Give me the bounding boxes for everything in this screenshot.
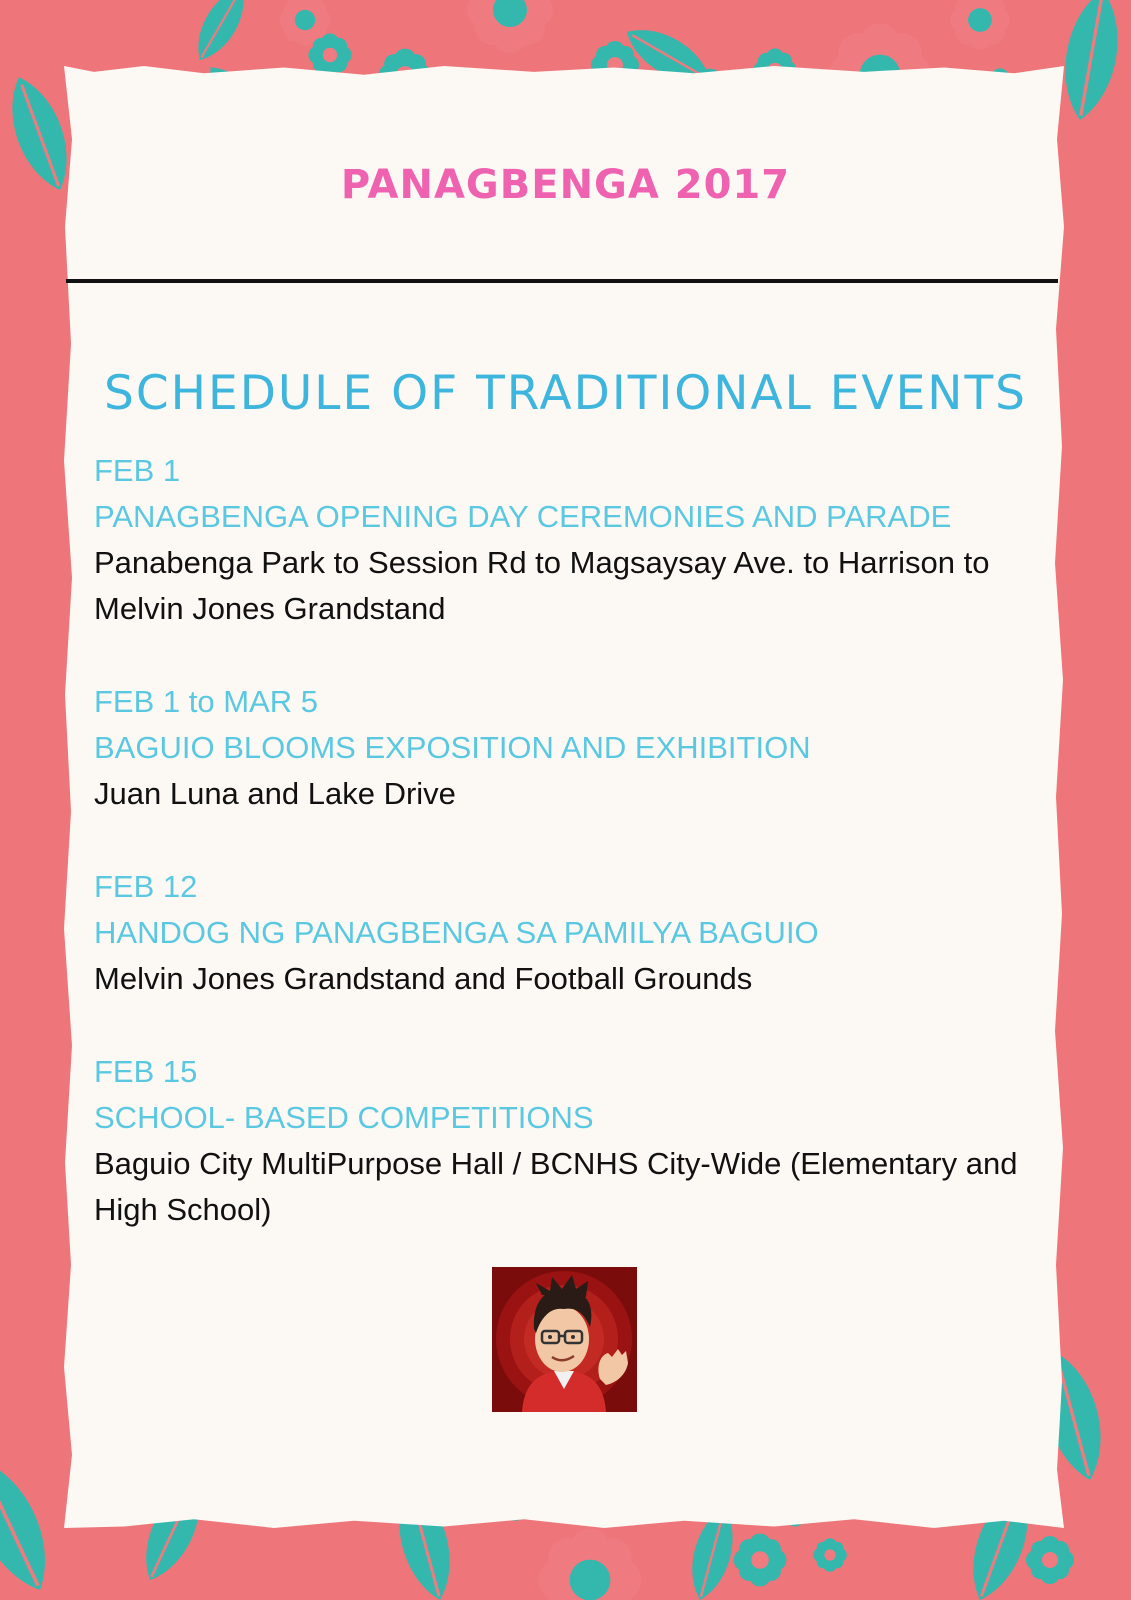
event-date: FEB 12 <box>94 869 198 904</box>
event-venue: Baguio City MultiPurpose Hall / BCNHS City-Wide (Elementary and High School) <box>94 1146 1018 1227</box>
page-title: PANAGBENGA 2017 <box>340 162 791 208</box>
flower-icon <box>538 1528 641 1600</box>
event-item <box>94 448 1034 632</box>
event-name: PANAGBENGA OPENING DAY CEREMONIES AND PARADE <box>94 499 952 534</box>
event-date: FEB 1 to MAR 5 <box>94 684 318 719</box>
schedule-heading: SCHEDULE OF TRADITIONAL EVENTS <box>104 366 1027 421</box>
leaf-icon <box>1056 0 1128 124</box>
flower-icon <box>467 0 553 53</box>
leaf-icon <box>186 0 255 68</box>
avatar-icon <box>492 1267 637 1412</box>
event-name: SCHOOL- BASED COMPETITIONS <box>94 1100 594 1135</box>
event-venue: Panabenga Park to Session Rd to Magsaysay Ave. to Harrison to Melvin Jones Grandstand <box>94 545 990 626</box>
event-name: HANDOG NG PANAGBENGA SA PAMILYA BAGUIO <box>94 915 819 950</box>
flower-icon <box>734 1534 787 1587</box>
event-venue: Juan Luna and Lake Drive <box>94 776 456 811</box>
event-item <box>94 1049 1034 1233</box>
event-date: FEB 15 <box>94 1054 198 1089</box>
event-name: BAGUIO BLOOMS EXPOSITION AND EXHIBITION <box>94 730 811 765</box>
event-date: FEB 1 <box>94 453 181 488</box>
flower-icon <box>950 0 1010 50</box>
event-item <box>94 679 1034 817</box>
leaf-icon <box>0 1448 64 1600</box>
event-item <box>94 864 1034 1002</box>
event-venue: Melvin Jones Grandstand and Football Grounds <box>94 961 753 996</box>
title-divider <box>66 279 1058 283</box>
flower-icon <box>813 1538 847 1572</box>
event-list <box>94 448 1034 1280</box>
flower-icon <box>1026 1536 1074 1584</box>
